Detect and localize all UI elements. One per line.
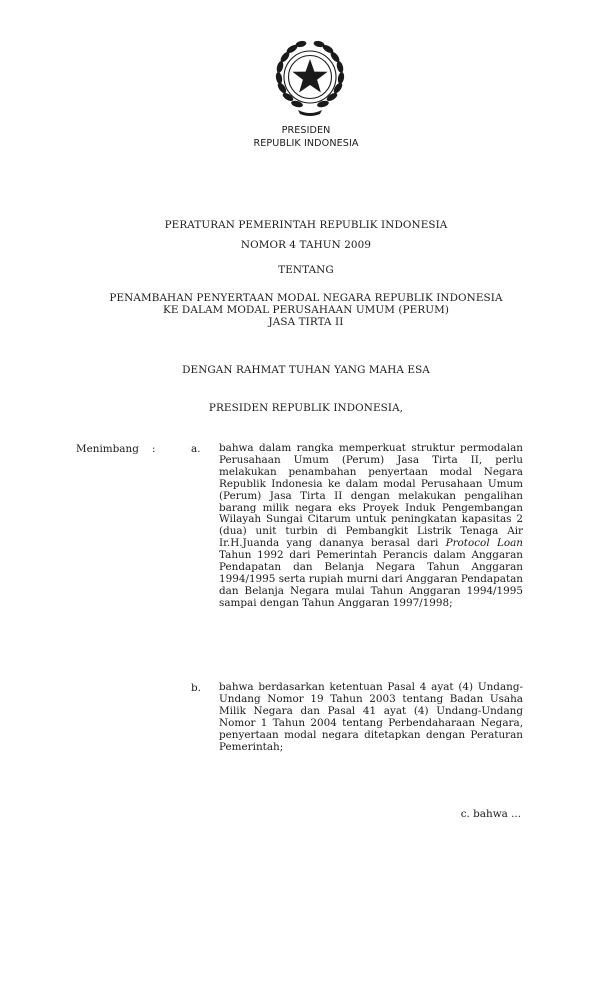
item-b-text: bahwa berdasarkan ketentuan Pasal 4 ayat (4) Undang-Undang Nomor 19 Tahun 2003 tentang Badan Usaha Milik Negara dan Pasal 41 ayat (4) Undang-Undang Nomor 1 Tahun 2004 tentang Perbendaharaan Negara, penyertaan modal negara ditetapkan dengan Peraturan Pemerintah; bbox=[219, 681, 523, 753]
subject-line-2: KE DALAM MODAL PERUSAHAAN UMUM (PERUM) bbox=[162, 304, 450, 316]
continuation-note: c. bahwa ... bbox=[460, 808, 521, 820]
president-heading: PRESIDEN REPUBLIK INDONESIA, bbox=[208, 402, 404, 414]
presidential-emblem bbox=[268, 36, 352, 118]
document-title: PERATURAN PEMERINTAH REPUBLIK INDONESIA bbox=[164, 219, 448, 231]
document-number: NOMOR 4 TAHUN 2009 bbox=[240, 239, 372, 251]
rahmat-statement: DENGAN RAHMAT TUHAN YANG MAHA ESA bbox=[182, 364, 430, 376]
item-a-marker: a. bbox=[191, 443, 201, 455]
menimbang-label: Menimbang bbox=[76, 443, 139, 455]
header-republic: REPUBLIK INDONESIA bbox=[253, 138, 359, 149]
item-a-text: bahwa dalam rangka memperkuat struktur permodalan Perusahaan Umum (Perum) Jasa Tirta II, perlu melakukan penambahan penyertaan modal Negara Republik Indonesia ke dalam modal Perusahaan Umum (Perum) Jasa Tirta II dengan melakukan pengalihan barang milik negara eks Proyek Induk Pengembangan Wilayah Sungai Citarum untuk peningkatan kapasitas 2 (dua) unit turbin di Pembangkit Listrik Tenaga Air Ir.H.Juanda yang dananya berasal dari Protocol Loan Tahun 1992 dari Pemerintah Perancis dalam Anggaran Pendapatan dan Belanja Negara Tahun Anggaran 1994/1995 serta rupiah murni dari Anggaran Pendapatan dan Belanja Negara mulai Tahun Anggaran 1994/1995 sampai dengan Tahun Anggaran 1997/1998; bbox=[219, 442, 523, 609]
tentang-heading: TENTANG bbox=[278, 264, 334, 276]
subject-line-1: PENAMBAHAN PENYERTAAN MODAL NEGARA REPUBLIK INDONESIA bbox=[109, 292, 503, 304]
protocol-loan-italic: Protocol Loan bbox=[445, 537, 523, 550]
subject-line-3: JASA TIRTA II bbox=[268, 316, 344, 328]
menimbang-colon: : bbox=[152, 443, 156, 455]
item-b-marker: b. bbox=[191, 682, 201, 694]
header-president: PRESIDEN bbox=[281, 125, 331, 136]
